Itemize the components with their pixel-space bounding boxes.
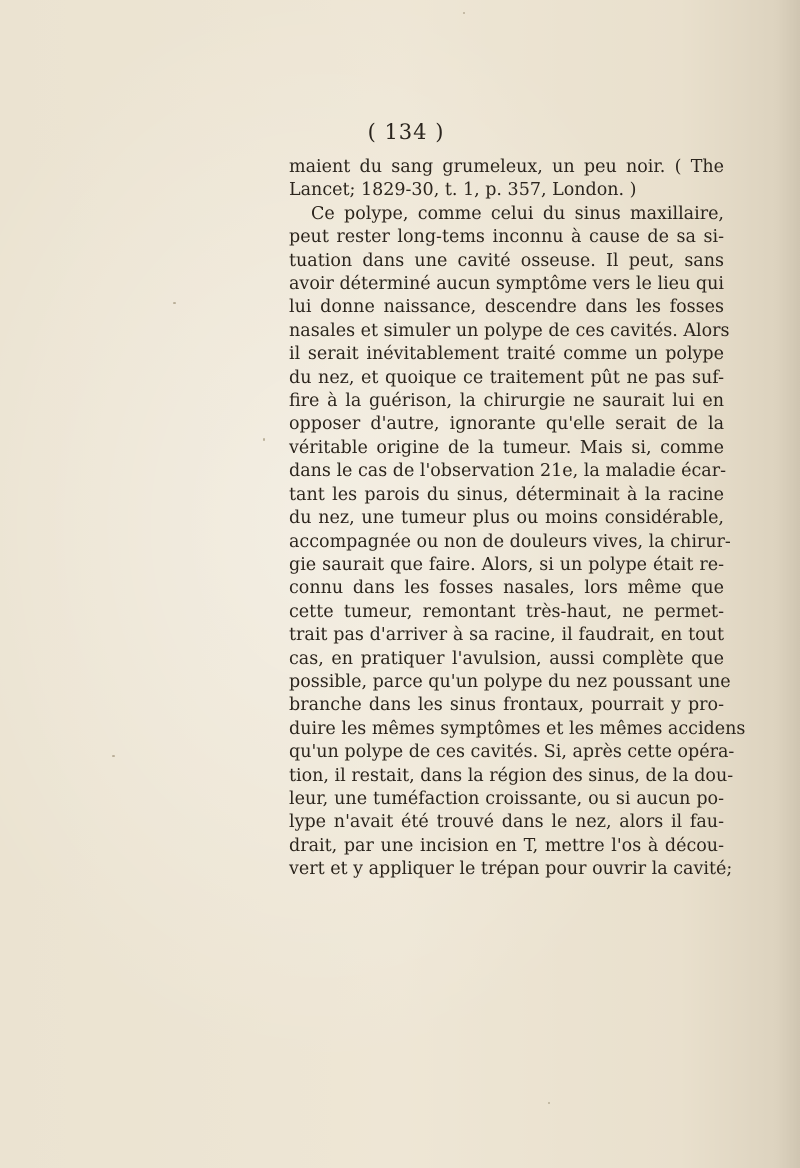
text-line: connu dans les fosses nasales, lors même que — [289, 578, 724, 599]
text-line: accompagnée ou non de douleurs vives, la chirur- — [289, 531, 731, 552]
text-line: maient du sang grumeleux, un peu noir. ( The — [289, 157, 724, 177]
text-line: du nez, une tumeur plus ou moins considérable, — [289, 508, 724, 529]
text-line: dans le cas de l'observation 21e, la maladie écar- — [289, 461, 727, 482]
body-text — [289, 156, 746, 882]
text-line: gie saurait que faire. Alors, si un polype était re- — [289, 554, 724, 575]
page-number: ( 134 ) — [367, 120, 445, 144]
text-line: tion, il restait, dans la région des sinus, de la dou- — [289, 765, 734, 786]
paper-speck — [548, 1102, 550, 1104]
text-line: possible, parce qu'un polype du nez poussant une — [289, 671, 731, 692]
text-line: cette tumeur, remontant très-haut, ne permet- — [289, 601, 724, 622]
text-line: duire les mêmes symptômes et les mêmes accidens — [289, 718, 746, 739]
text-line: cas, en pratiquer l'avulsion, aussi complète que — [289, 648, 724, 669]
text-line: tuation dans une cavité osseuse. Il peut, sans — [289, 250, 724, 271]
text-line: opposer d'autre, ignorante qu'elle serait de la — [289, 414, 724, 435]
text-line: avoir déterminé aucun symptôme vers le lieu qui — [289, 274, 724, 295]
text-line: Lancet; 1829-30, t. 1, p. 357, London. ) — [289, 180, 637, 201]
text-line: qu'un polype de ces cavités. Si, après cette opéra- — [289, 742, 735, 763]
text-line: il serait inévitablement traité comme un polype — [289, 344, 724, 365]
text-line: fire à la guérison, la chirurgie ne saurait lui en — [289, 391, 724, 412]
text-line: du nez, et quoique ce traitement pût ne pas suf- — [289, 367, 724, 388]
text-line: trait pas d'arriver à sa racine, il faudrait, en tout — [289, 625, 724, 646]
paper-speck — [173, 302, 176, 304]
text-line: véritable origine de la tumeur. Mais si, comme — [289, 437, 724, 458]
text-line: branche dans les sinus frontaux, pourrait y pro- — [289, 695, 724, 716]
text-line: lui donne naissance, descendre dans les fosses — [289, 297, 724, 318]
text-line: tant les parois du sinus, déterminait à la racine — [289, 484, 724, 505]
text-line: leur, une tuméfaction croissante, ou si aucun po- — [289, 788, 724, 809]
text-line: vert et y appliquer le trépan pour ouvrir la cavité; — [289, 859, 733, 880]
text-line: lype n'avait été trouvé dans le nez, alors il fau- — [289, 812, 724, 833]
text-line: Ce polype, comme celui du sinus maxillaire, — [311, 203, 724, 224]
paper-speck — [263, 438, 265, 441]
text-line: peut rester long-tems inconnu à cause de sa si- — [289, 227, 724, 248]
text-line: nasales et simuler un polype de ces cavités. Alors — [289, 320, 730, 341]
text-line: drait, par une incision en T, mettre l'os à décou- — [289, 835, 724, 856]
paper-speck — [112, 755, 115, 757]
paper-speck — [463, 12, 465, 14]
